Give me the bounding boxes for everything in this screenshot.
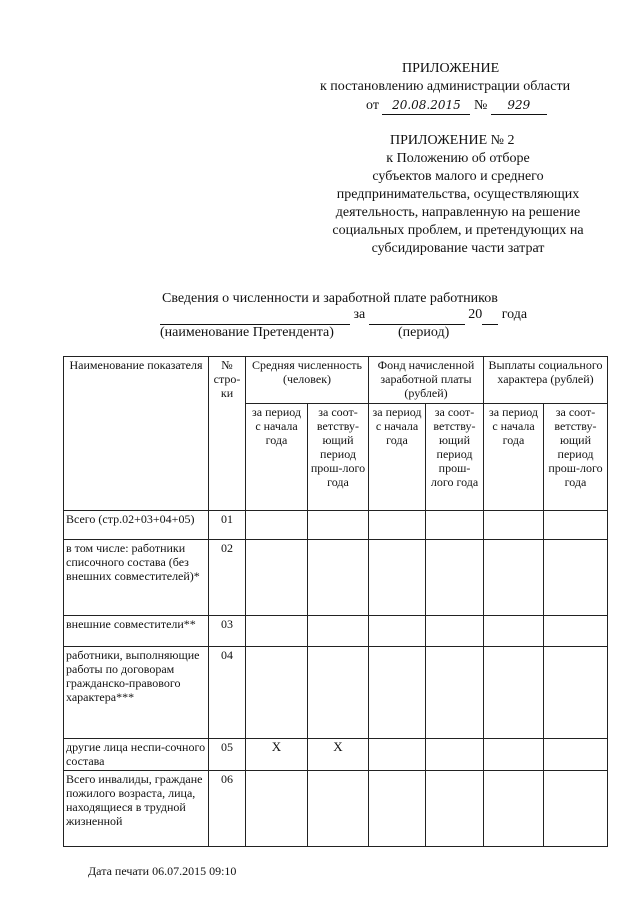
appendix2-line: субсидирование части затрат [371,241,545,256]
appendix2-line: деятельность, направленную на решение [335,205,581,220]
cell [544,739,608,771]
cell [484,511,544,540]
cell-avg-previous [308,647,369,739]
cell [369,540,426,616]
cell [544,771,608,847]
header-social: Выплаты социального характера (рублей) [484,357,608,404]
caption-name: (наименование Претендента) [160,325,334,340]
cell [426,616,484,647]
cell [484,739,544,771]
header-sub-previous: за соот-ветству-ющий период прош-лого года [426,404,484,511]
cell [544,540,608,616]
cell-avg-current [246,771,308,847]
header-sub-previous: за соот-ветству-ющий период прош-лого года [308,404,369,511]
cell-avg-previous [308,771,369,847]
table-row [64,511,608,540]
table-row [64,540,608,616]
row-name: внешние совместители** [64,616,209,647]
row-number: 05 [209,739,246,771]
header-sub-previous: за соот-ветству-ющий период прош-лого года [544,404,608,511]
row-number: 04 [209,647,246,739]
appendix2-line: к Положению об отборе [386,151,530,166]
appendix2-line: предпринимательства, осуществляющих [336,187,580,202]
appendix-subtitle: к постановлению администрации области [320,79,571,94]
year-suffix: года [501,307,528,322]
cell-avg-current [246,616,308,647]
row-number: 03 [209,616,246,647]
cell-avg-current: X [246,739,308,771]
cell [544,647,608,739]
cell [426,511,484,540]
row-number: 01 [209,511,246,540]
row-name: работники, выполняющие работы по договорам гражданско-правового характера*** [64,647,209,739]
cell [369,771,426,847]
cell [484,771,544,847]
cell-avg-current [246,647,308,739]
appendix2-line: социальных проблем, и претендующих на [332,223,584,238]
cell [544,616,608,647]
print-date: Дата печати 06.07.2015 09:10 [88,864,237,878]
header-avg-count: Средняя численность (человек) [246,357,369,404]
appendix-title: ПРИЛОЖЕНИЕ [402,61,500,76]
row-name: другие лица неспи-сочного состава [64,739,209,771]
table-row [64,739,608,771]
header-payroll: Фонд начисленной заработной платы (рублей) [369,357,484,404]
cell-avg-previous: X [308,739,369,771]
cell [369,511,426,540]
cell [484,647,544,739]
cell [426,771,484,847]
number-handwritten: 929 [491,96,547,115]
cell [369,739,426,771]
header-sub-current: за период с начала года [484,404,544,511]
cell-avg-previous [308,616,369,647]
table-row [64,616,608,647]
cell [426,647,484,739]
row-name: Всего (стр.02+03+04+05) [64,511,209,540]
appendix2-line: субъектов малого и среднего [372,169,544,184]
year-prefix: 20 [468,307,483,322]
cell [369,616,426,647]
row-number: 02 [209,540,246,616]
cell-avg-current [246,511,308,540]
cell [369,647,426,739]
date-handwritten: 20.08.2015 [382,96,470,115]
table-row [64,771,608,847]
cell-avg-previous [308,511,369,540]
caption-period: (период) [398,325,450,340]
cell [484,616,544,647]
table-row [64,647,608,739]
header-name: Наименование показателя [64,357,209,511]
cell [544,511,608,540]
cell-avg-previous [308,540,369,616]
cell [484,540,544,616]
row-name: Всего инвалиды, граждане пожилого возраста, лица, находящиеся в трудной жизненной [64,771,209,847]
appendix2-title: ПРИЛОЖЕНИЕ № 2 [390,133,515,148]
cell-avg-current [246,540,308,616]
appendix2-text [318,150,598,258]
row-name: в том числе: работники списочного состава (без внешних совместителей)* [64,540,209,616]
header-sub-current: за период с начала года [369,404,426,511]
za-label: за [353,307,366,322]
cell [426,540,484,616]
date-prefix: от [366,98,379,113]
header-sub-current: за период с начала года [246,404,308,511]
form-title: Сведения о численности и заработной плате работников [162,291,498,306]
number-prefix: № [473,98,488,113]
header-line-no: № стро-ки [209,357,246,511]
staff-table [63,356,608,847]
cell [426,739,484,771]
form-fill-line [160,306,527,325]
row-number: 06 [209,771,246,847]
decree-date-line [366,96,547,115]
